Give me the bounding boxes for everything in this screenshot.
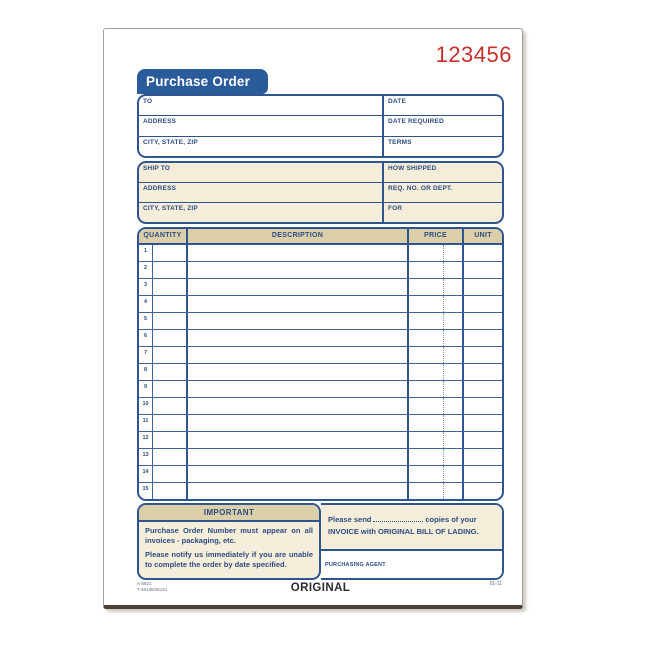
field-label: TO <box>143 98 153 105</box>
price-cell <box>409 262 464 278</box>
row-number: 10 <box>139 398 153 414</box>
description-cell <box>188 245 409 261</box>
table-row <box>139 381 502 398</box>
row-number: 12 <box>139 432 153 448</box>
price-cell <box>409 449 464 465</box>
field-row <box>139 137 502 156</box>
price-cell <box>409 347 464 363</box>
quantity-header: QUANTITY <box>139 229 188 243</box>
invoice-note <box>321 505 502 551</box>
unit-cell <box>464 279 502 295</box>
date-required-field <box>384 116 502 135</box>
unit-cell <box>464 364 502 380</box>
quantity-cell <box>153 381 188 397</box>
date-field <box>384 96 502 115</box>
description-cell <box>188 398 409 414</box>
quantity-cell <box>153 262 188 278</box>
row-number: 13 <box>139 449 153 465</box>
field-label: DATE <box>388 98 407 105</box>
table-row <box>139 347 502 364</box>
table-row <box>139 449 502 466</box>
purchasing-agent-label: PURCHASING AGENT <box>325 562 386 568</box>
price-header: PRICE <box>409 229 464 243</box>
field-label: HOW SHIPPED <box>388 165 437 172</box>
description-cell <box>188 313 409 329</box>
price-cell <box>409 313 464 329</box>
row-number: 8 <box>139 364 153 380</box>
important-box-title: IMPORTANT <box>139 505 319 522</box>
quantity-cell <box>153 432 188 448</box>
unit-header: UNIT <box>474 232 492 239</box>
unit-cell <box>464 415 502 431</box>
purchase-order-sheet <box>103 28 523 609</box>
important-box-body <box>139 522 319 570</box>
invoice-instruction-box <box>321 503 504 580</box>
unit-cell <box>464 262 502 278</box>
price-cell <box>409 381 464 397</box>
table-row <box>139 432 502 449</box>
to-field <box>139 96 384 115</box>
form-title-tab <box>137 69 268 94</box>
row-number: 9 <box>139 381 153 397</box>
copy-label: ORIGINAL <box>290 582 351 594</box>
description-cell <box>188 279 409 295</box>
quantity-cell <box>153 347 188 363</box>
price-cell <box>409 245 464 261</box>
price-cell <box>409 415 464 431</box>
price-cell <box>409 466 464 482</box>
field-label: DATE REQUIRED <box>388 118 444 126</box>
unit-cell <box>464 483 502 499</box>
unit-cell <box>464 313 502 329</box>
quantity-cell <box>153 398 188 414</box>
important-box <box>137 503 321 580</box>
description-cell <box>188 347 409 363</box>
table-row <box>139 483 502 499</box>
description-cell <box>188 364 409 380</box>
quantity-cell <box>153 466 188 482</box>
ship-to-field <box>139 163 384 182</box>
table-row <box>139 330 502 347</box>
unit-cell <box>464 398 502 414</box>
table-row <box>139 415 502 432</box>
sheet-footer <box>137 580 504 602</box>
price-cell <box>409 398 464 414</box>
ship-city-state-zip-field <box>139 203 384 222</box>
table-row <box>139 398 502 415</box>
important-paragraph: Purchase Order Number must appear on all invoices - packaging, etc. <box>145 526 313 545</box>
unit-cell <box>464 466 502 482</box>
unit-cell <box>464 330 502 346</box>
table-row <box>139 245 502 262</box>
bottom-section <box>137 503 504 580</box>
table-row <box>139 296 502 313</box>
row-number: 1 <box>139 245 153 261</box>
table-row <box>139 262 502 279</box>
description-cell <box>188 432 409 448</box>
unit-cell <box>464 381 502 397</box>
field-label: FOR <box>388 205 403 212</box>
table-row <box>139 466 502 483</box>
field-label: CITY, STATE, ZIP <box>143 138 198 146</box>
field-label: ADDRESS <box>143 118 177 126</box>
description-cell <box>188 483 409 499</box>
price-cell <box>409 483 464 499</box>
row-number: 7 <box>139 347 153 363</box>
field-row <box>139 96 502 116</box>
field-label: CITY, STATE, ZIP <box>143 205 198 212</box>
table-row <box>139 279 502 296</box>
field-row <box>139 183 502 203</box>
purchasing-agent-area <box>321 551 502 578</box>
unit-cell <box>464 449 502 465</box>
description-cell <box>188 449 409 465</box>
price-cell <box>409 279 464 295</box>
description-cell <box>188 262 409 278</box>
price-cell <box>409 330 464 346</box>
quantity-cell <box>153 313 188 329</box>
price-cell <box>409 432 464 448</box>
unit-cell <box>464 245 502 261</box>
copies-blank-line <box>373 515 423 522</box>
row-number: 2 <box>139 262 153 278</box>
terms-field <box>384 137 502 156</box>
field-label: SHIP TO <box>143 165 171 172</box>
quantity-cell <box>153 364 188 380</box>
field-label: ADDRESS <box>143 185 177 192</box>
field-label: TERMS <box>388 138 412 146</box>
form-title: Purchase Order <box>146 74 251 89</box>
description-cell <box>188 330 409 346</box>
order-number: 123456 <box>435 42 512 67</box>
important-paragraph: Please notify us immediately if you are unable to complete the order by date specified. <box>145 549 313 569</box>
date-code: 01-11 <box>489 581 502 587</box>
description-header: DESCRIPTION <box>188 229 409 243</box>
form-code-line: A-5821 <box>137 581 152 586</box>
quantity-cell <box>153 330 188 346</box>
field-row <box>139 163 502 183</box>
row-number: 4 <box>139 296 153 312</box>
description-cell <box>188 296 409 312</box>
for-field <box>384 203 502 222</box>
items-table-header <box>139 229 502 245</box>
quantity-cell <box>153 449 188 465</box>
row-number: 11 <box>139 415 153 431</box>
row-number: 15 <box>139 483 153 499</box>
row-number: 5 <box>139 313 153 329</box>
quantity-cell <box>153 483 188 499</box>
quantity-cell <box>153 279 188 295</box>
quantity-cell <box>153 296 188 312</box>
quantity-cell <box>153 415 188 431</box>
table-row <box>139 364 502 381</box>
price-cell <box>409 296 464 312</box>
field-row <box>139 116 502 136</box>
description-cell <box>188 466 409 482</box>
description-cell <box>188 415 409 431</box>
req-no-dept-field <box>384 183 502 202</box>
row-number: 6 <box>139 330 153 346</box>
field-row <box>139 203 502 222</box>
how-shipped-field <box>384 163 502 182</box>
bill-to-block <box>137 94 504 158</box>
description-cell <box>188 381 409 397</box>
row-number: 14 <box>139 466 153 482</box>
address-field <box>139 116 384 135</box>
city-state-zip-field <box>139 137 384 156</box>
ship-address-field <box>139 183 384 202</box>
table-row <box>139 313 502 330</box>
row-number: 3 <box>139 279 153 295</box>
unit-cell <box>464 432 502 448</box>
invoice-note-tail: copies of your INVOICE with ORIGINAL BILL OF LADING. <box>328 515 479 536</box>
unit-cell <box>464 347 502 363</box>
items-table <box>137 227 504 501</box>
price-cell <box>409 364 464 380</box>
invoice-note-lead: Please send <box>328 515 372 524</box>
ship-to-block <box>137 161 504 224</box>
field-label: REQ. NO. OR DEPT. <box>388 185 453 192</box>
unit-cell <box>464 296 502 312</box>
form-code-line: T-46140/46141 <box>137 587 168 593</box>
quantity-cell <box>153 245 188 261</box>
